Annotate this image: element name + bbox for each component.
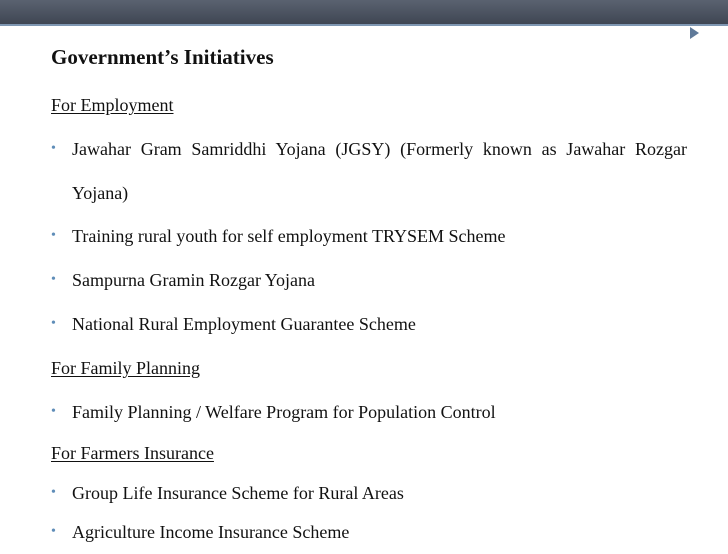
bullet-icon: • (51, 485, 56, 500)
list-item (51, 214, 687, 258)
bullet-icon: • (51, 316, 56, 331)
header-bar (0, 0, 728, 24)
list-item (51, 390, 687, 434)
list-item-text: Sampurna Gramin Rozgar Yojana (72, 270, 315, 290)
list-item (51, 127, 687, 215)
list-item-text: Group Life Insurance Scheme for Rural Areas (72, 483, 404, 503)
header-accent-line (0, 24, 728, 26)
bullet-icon: • (51, 404, 56, 419)
list-item (51, 258, 687, 302)
list-item-text: Family Planning / Welfare Program for Population Control (72, 402, 496, 422)
list-item (51, 471, 687, 515)
list-item-text: National Rural Employment Guarantee Scheme (72, 314, 416, 334)
list-item (51, 510, 687, 554)
slide-title: Government’s Initiatives (51, 45, 274, 69)
section-heading-family-planning: For Family Planning (51, 358, 201, 378)
bullet-icon: • (51, 228, 56, 243)
bullet-icon: • (51, 141, 56, 156)
bullet-icon: • (51, 524, 56, 539)
triangle-marker-icon (690, 27, 699, 39)
section-heading-farmers-insurance: For Farmers Insurance (51, 443, 214, 463)
list-item-text: Agriculture Income Insurance Scheme (72, 522, 350, 542)
list-item-text: Training rural youth for self employment TRYSEM Scheme (72, 226, 506, 246)
section-heading-employment: For Employment (51, 95, 174, 115)
bullet-icon: • (51, 272, 56, 287)
list-item (51, 302, 687, 346)
list-item-text: Jawahar Gram Samriddhi Yojana (JGSY) (Formerly known as Jawahar Rozgar Yojana) (72, 139, 687, 203)
